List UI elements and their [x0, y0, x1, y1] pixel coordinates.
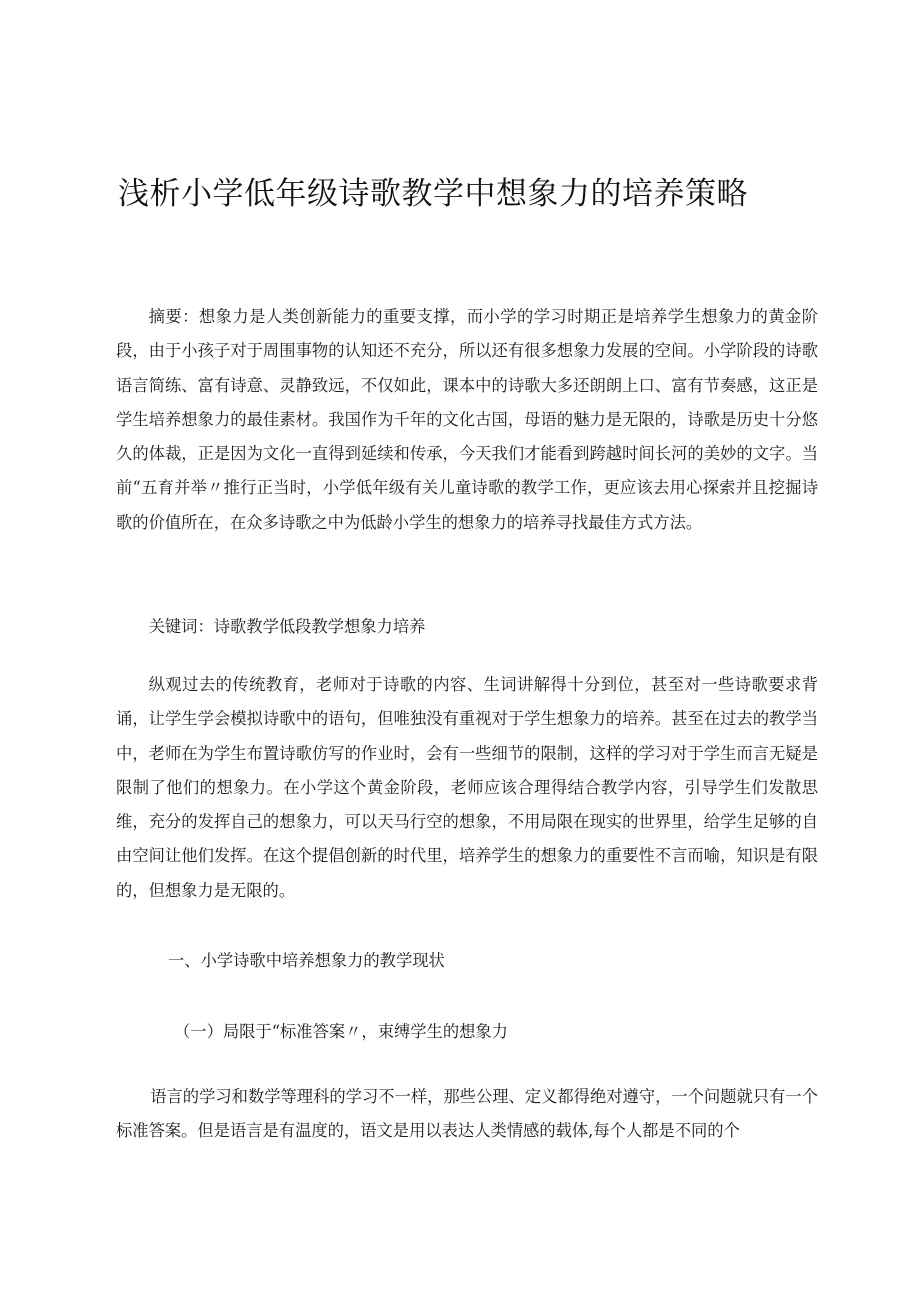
body-paragraph-2: 语言的学习和数学等理科的学习不一样，那些公理、定义都得绝对遵守，一个问题就只有一个标准答案。但是语言是有温度的，语文是用以表达人类情感的载体,每个人都是不同的个 — [116, 1087, 818, 1141]
abstract-paragraph: 摘要：想象力是人类创新能力的重要支撑，而小学的学习时期正是培养学生想象力的黄金阶段，由于小孩子对于周围事物的认知还不充分，所以还有很多想象力发展的空间。小学阶段的诗歌语言简练、富有诗意、灵静致远，不仅如此，课本中的诗歌大多还朗朗上口、富有节奏感，这正是学生培养想象力的最佳素材。我国作为千年的文化古国，母语的魅力是无限的，诗歌是历史十分悠久的体裁，正是因为文化一直得到延续和传承，今天我们才能看到跨越时间长河的美妙的文字。当前“五育并举〃推行正当时，小学低年级有关儿童诗歌的教学工作，更应该去用心探索并且挖掘诗歌的价值所在，在众多诗歌之中为低龄小学生的想象力的培养寻找最佳方式方法。 — [116, 307, 818, 532]
body-paragraph-1: 纵观过去的传统教育，老师对于诗歌的内容、生词讲解得十分到位，甚至对一些诗歌要求背诵，让学生学会模拟诗歌中的语句，但唯独没有重视对于学生想象力的培养。甚至在过去的教学当中，老师在为学生布置诗歌仿写的作业时，会有一些细节的限制，这样的学习对于学生而言无疑是限制了他们的想象力。在小学这个黄金阶段，老师应该合理得结合教学内容，引导学生们发散思维，充分的发挥自己的想象力，可以天马行空的想象，不用局限在现实的世界里，给学生足够的自由空间让他们发挥。在这个提倡创新的时代里，培养学生的想象力的重要性不言而喻，知识是有限的，但想象力是无限的。 — [116, 675, 818, 900]
keywords-line: 关键词：诗歌教学低段教学想象力培养 — [148, 617, 426, 636]
document-title: 浅析小学低年级诗歌教学中想象力的培养策略 — [118, 176, 748, 212]
subsection-heading-1-1: （一）局限于“标准答案〃，束缚学生的想象力 — [174, 1022, 508, 1041]
section-heading-1: 一、小学诗歌中培养想象力的教学现状 — [168, 951, 445, 970]
